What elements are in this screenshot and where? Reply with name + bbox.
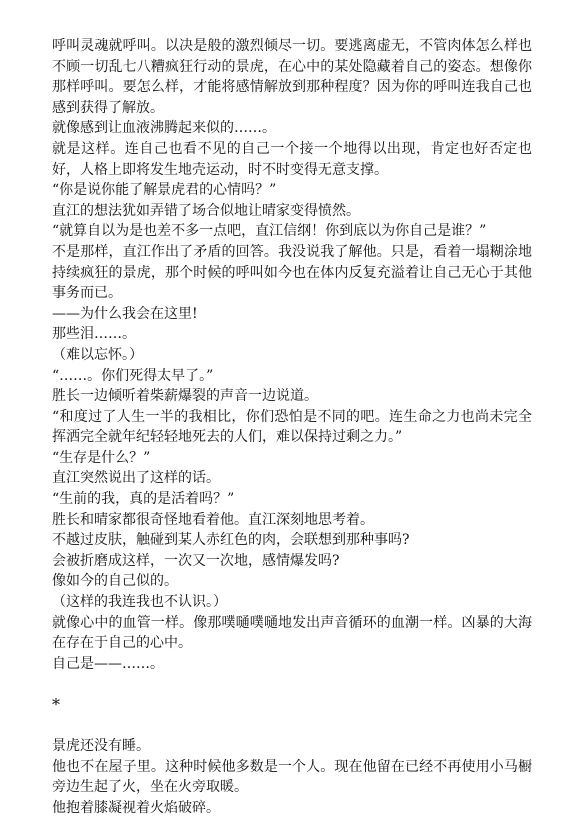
paragraph: “生前的我，真的是活着吗？” [52, 491, 235, 508]
paragraph: 胜长一边倾听着柴薪爆裂的声音一边说道。 [52, 388, 318, 405]
paragraph: 他也不在屋子里。这种时候他多数是一个人。现在他留在已经不再使用小马橱旁边生起了火，坐在火旁取暖。 [52, 758, 532, 796]
paragraph: “你是说你能了解景虎君的心情吗？” [52, 182, 277, 199]
paragraph: 景虎还没有睡。 [52, 738, 150, 755]
paragraph: 像如今的自己似的。 [52, 573, 178, 590]
paragraph: 就是这样。连自己也看不见的自己一个接一个地得以出现，肯定也好否定也好，人格上即将发生地壳运动，时不时变得无意支撑。 [52, 140, 532, 178]
paragraph: （这样的我连我也不认识。） [52, 594, 227, 611]
paragraph: 不越过皮肤，触碰到某人赤红色的肉，会联想到那种事吗? [52, 532, 410, 549]
blank-line [52, 716, 532, 737]
section-separator: * [52, 695, 60, 714]
paragraph: “……。你们死得太早了。” [52, 367, 214, 384]
blank-line [52, 674, 532, 695]
paragraph: 胜长和晴家都很奇怪地看着他。直江深刻地思考着。 [52, 511, 374, 528]
paragraph: 就像心中的血管一样。像那噗嗵噗嗵地发出声音循环的血潮一样。凶暴的大海在存在于自己的心中。 [52, 614, 532, 652]
paragraph: 自己是——……。 [52, 655, 164, 672]
paragraph: （难以忘怀。） [52, 346, 143, 363]
paragraph: 那些泪……。 [52, 326, 136, 343]
paragraph: “生存是什么？” [52, 449, 151, 466]
paragraph: 会被折磨成这样，一次又一次地，感情爆发吗? [52, 552, 340, 569]
paragraph: 就像感到让血液沸腾起来似的……。 [52, 120, 276, 137]
paragraph: “和度过了人生一半的我相比，你们恐怕是不同的吧。连生命之力也尚未完全挥洒完全就年纪轻轻地死去的人们，难以保持过剩之力。” [52, 408, 532, 446]
paragraph: ——为什么我会在这里! [52, 305, 198, 322]
paragraph: 直江的想法犹如弄错了场合似地让晴家变得愤然。 [52, 202, 360, 219]
paragraph: 呼叫灵魂就呼叫。以决是般的激烈倾尽一切。要逃离虚无，不管肉体怎么样也不顾一切乱七八糟疯狂行动的景虎，在心中的某处隐藏着自己的姿态。想像你那样呼叫。要怎么样，才能将感情解放到那种程度？因为你的呼叫连我自己也感到获得了解放。 [52, 38, 532, 116]
paragraph: 不是那样，直江作出了矛盾的回答。我没说我了解他。只是，看着一塌糊涂地持续疯狂的景虎，那个时候的呼叫如今也在体内反复充溢着让自己无心于其他事务而已。 [52, 243, 532, 302]
paragraph: “就算自以为是也差不多一点吧，直江信纲！你到底以为你自己是谁？” [52, 223, 487, 240]
document-page [52, 36, 532, 819]
paragraph: 直江突然说出了这样的话。 [52, 470, 220, 487]
paragraph: 他抱着膝凝视着火焰破碎。 [52, 799, 220, 816]
